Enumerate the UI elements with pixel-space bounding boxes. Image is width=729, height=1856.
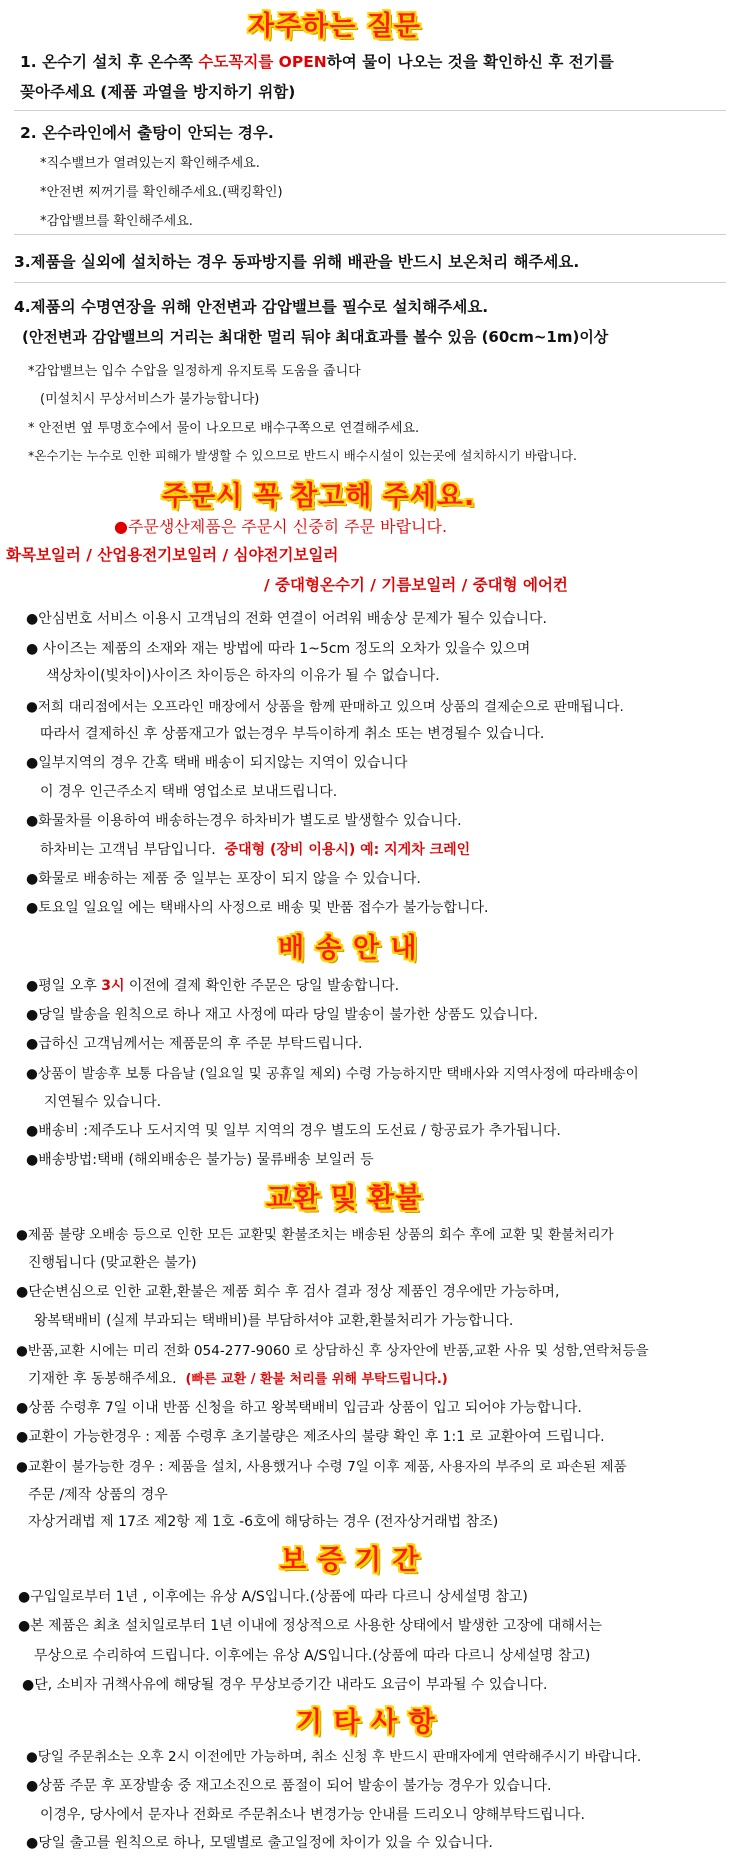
- warranty-title: 보 증 기 간: [280, 1545, 420, 1576]
- shipping-line1-highlight: 3시: [101, 978, 125, 994]
- order-item: ●일부지역의 경우 간혹 택배 배송이 되지않는 지역이 있습니다: [26, 755, 408, 771]
- order-brands-line2: / 중대형온수기 / 기름보일러 / 중대형 에어컨: [264, 576, 568, 594]
- order-unload-line: [40, 839, 470, 859]
- etc-item: ●당일 출고를 원칙으로 하나, 모델별로 출고일정에 차이가 있을 수 있습니다.: [26, 1835, 493, 1851]
- faq-q1-highlight: 수도꼭지를 OPEN: [198, 53, 327, 71]
- exchange-item: ●제품 불량 오배송 등으로 인한 모든 교환및 환불조치는 배송된 상품의 회수 후에 교환 및 환불처리가: [16, 1227, 614, 1243]
- exchange-item: 주문 /제작 상품의 경우: [28, 1487, 168, 1503]
- shipping-item: ●배송방법:택배 (해외배송은 불가능) 물류배송 보일러 등: [26, 1152, 374, 1168]
- warranty-item: ●본 제품은 최초 설치일로부터 1년 이내에 정상적으로 사용한 상태에서 발생한 고장에 대해서는: [18, 1618, 602, 1634]
- exchange-item: ●교환이 가능한경우 : 제품 수령후 초기불량은 제조사의 불량 확인 후 1:1 로 교환아여 드립니다.: [16, 1429, 605, 1445]
- exchange-item: ●교환이 불가능한 경우 : 제품을 설치, 사용했거나 수령 7일 이후 제품, 사용자의 부주의 로 파손된 제품: [16, 1459, 627, 1475]
- order-brands-line1: 화목보일러 / 산업용전기보일러 / 심야전기보일러: [6, 546, 339, 564]
- order-unload-prefix: 하차비는 고객님 부담입니다.: [40, 842, 216, 858]
- divider: [14, 282, 726, 283]
- order-item: ● 사이즈는 제품의 소재와 재는 방법에 따라 1~5cm 정도의 오차가 있을수 있으며: [26, 641, 531, 657]
- exchange-title: 교환 및 환불: [266, 1183, 423, 1214]
- faq-q3: 3.제품을 실외에 설치하는 경우 동파방지를 위해 배관을 반드시 보온처리 해주세요.: [14, 253, 580, 271]
- exchange-item: ●반품,교환 시에는 미리 전화 054-277-9060 로 상담하신 후 상자안에 반품,교환 사유 및 성함,연락처등을: [16, 1343, 649, 1359]
- faq-q4-note: *온수기는 누수로 인한 피해가 발생할 수 있으므로 반드시 배수시설이 있는곳에 설치하시기 바랍니다.: [28, 448, 578, 463]
- faq-q2-item: *감압밸브를 확인해주세요.: [40, 214, 193, 229]
- faq-q2-item: *안전변 찌꺼기를 확인해주세요.(팩킹확인): [40, 185, 283, 200]
- order-item: 따라서 결제하신 후 상품재고가 없는경우 부득이하게 취소 또는 변경될수 있습니다.: [40, 726, 545, 742]
- faq-q2-title: 2. 온수라인에서 출탕이 안되는 경우.: [20, 124, 274, 142]
- order-item: ●저희 대리점에서는 오프라인 매장에서 상품을 함께 판매하고 있으며 상품의 결제순으로 판매됩니다.: [26, 699, 624, 715]
- order-item: ●안심번호 서비스 이용시 고객님의 전화 연결이 어려워 배송상 문제가 될수 있습니다.: [26, 611, 547, 627]
- warranty-item: ●구입일로부터 1년 , 이후에는 유상 A/S입니다.(상품에 따라 다르니 상세설명 참고): [18, 1589, 528, 1605]
- shipping-item: ●상품이 발송후 보통 다음날 (일요일 및 공휴일 제외) 수령 가능하지만 택배사와 지역사정에 따라배송이: [26, 1066, 639, 1082]
- shipping-line1-prefix: ●평일 오후: [26, 978, 102, 994]
- order-item: ●화물차를 이용하여 배송하는경우 하차비가 별도로 발생할수 있습니다.: [26, 813, 462, 829]
- exchange-pack-highlight: (빠른 교환 / 환불 처리를 위해 부탁드립니다.): [185, 1372, 448, 1387]
- divider: [14, 234, 726, 235]
- exchange-pack-line: [28, 1368, 448, 1388]
- order-unload-highlight: 중대형 (장비 이용시) 예: 지게차 크레인: [224, 842, 471, 858]
- exchange-item: ●단순변심으로 인한 교환,환불은 제품 회수 후 검사 결과 정상 제품인 경우에만 가능하며,: [16, 1284, 560, 1300]
- faq-q1-line1: [20, 50, 614, 72]
- order-item: ●화물로 배송하는 제품 중 일부는 포장이 되지 않을 수 있습니다.: [26, 871, 421, 887]
- faq-q1-line2: 꽂아주세요 (제품 과열을 방지하기 위함): [20, 83, 296, 101]
- faq-q4-note: * 안전변 옆 투명호수에서 물이 나오므로 배수구쪽으로 연결해주세요.: [28, 421, 420, 436]
- order-item: 이 경우 인근주소지 택배 영업소로 보내드립니다.: [40, 784, 338, 800]
- warranty-item: 무상으로 수리하여 드립니다. 이후에는 유상 A/S입니다.(상품에 따라 다르니 상세설명 참고): [34, 1648, 591, 1664]
- etc-item: 이경우, 당사에서 문자나 전화로 주문취소나 변경가능 안내를 드리오니 양해부탁드립니다.: [40, 1807, 585, 1823]
- faq-q4-note: (미설치시 무상서비스가 불가능합니다): [40, 392, 260, 407]
- faq-q1-prefix: 1. 온수기 설치 후 온수쪽: [20, 53, 199, 71]
- shipping-item: ●당일 발송을 원칙으로 하나 재고 사정에 따라 당일 발송이 불가한 상품도 있습니다.: [26, 1007, 538, 1023]
- shipping-item: 지연될수 있습니다.: [44, 1094, 162, 1110]
- divider: [14, 110, 726, 111]
- exchange-item: ●상품 수령후 7일 이내 반품 신청을 하고 왕복택배비 입금과 상품이 입고 되어야 가능합니다.: [16, 1400, 582, 1416]
- order-title: 주문시 꼭 참고해 주세요.: [162, 481, 476, 512]
- order-item: 색상차이(빛차이)사이즈 차이등은 하자의 이유가 될 수 없습니다.: [46, 668, 440, 684]
- etc-item: ●당일 주문취소는 오후 2시 이전에만 가능하며, 취소 신청 후 반드시 판매자에게 연락해주시기 바랍니다.: [26, 1749, 642, 1765]
- exchange-item: 진행됩니다 (맞교환은 불가): [28, 1255, 197, 1271]
- exchange-item: 왕복택배비 (실제 부과되는 택배비)를 부담하셔야 교환,환불처리가 가능합니다.: [34, 1313, 514, 1329]
- faq-title: 자주하는 질문: [248, 11, 421, 42]
- shipping-item: ●급하신 고객님께서는 제품문의 후 주문 부탁드립니다.: [26, 1036, 363, 1052]
- order-notice: ●주문생산제품은 주문시 신중히 주문 바랍니다.: [114, 517, 448, 536]
- exchange-item: 자상거래법 제 17조 제2항 제 1호 -6호에 해당하는 경우 (전자상거래법 참조): [28, 1514, 499, 1530]
- faq-q1-suffix: 하여 물이 나오는 것을 확인하신 후 전기를: [326, 53, 614, 71]
- shipping-line1: [26, 975, 399, 995]
- shipping-item: ●배송비 :제주도나 도서지역 및 일부 지역의 경우 별도의 도선료 / 항공료가 추가됩니다.: [26, 1123, 561, 1139]
- faq-q4-line2: (안전변과 감압밸브의 거리는 최대한 멀리 둬야 최대효과를 볼수 있음 (60cm~1m)이상: [22, 328, 609, 346]
- faq-q4-note: *감압밸브는 입수 수압을 일정하게 유지토록 도움을 줍니다: [28, 364, 361, 379]
- faq-q4-title: 4.제품의 수명연장을 위해 안전변과 감압밸브를 필수로 설치해주세요.: [14, 298, 489, 316]
- shipping-line1-suffix: 이전에 결제 확인한 주문은 당일 발송합니다.: [124, 978, 400, 994]
- faq-q2-item: *직수밸브가 열려있는지 확인해주세요.: [40, 156, 260, 171]
- etc-item: ●상품 주문 후 포장발송 중 재고소진으로 품절이 되어 발송이 불가능 경우가 있습니다.: [26, 1778, 552, 1794]
- shipping-title: 배 송 안 내: [278, 933, 418, 964]
- order-item: ●토요일 일요일 에는 택배사의 사정으로 배송 및 반품 접수가 불가능합니다.: [26, 900, 489, 916]
- exchange-pack-prefix: 기재한 후 동봉해주세요.: [28, 1371, 177, 1387]
- etc-title: 기 타 사 항: [296, 1707, 436, 1738]
- warranty-item: ●단, 소비자 귀책사유에 해당될 경우 무상보증기간 내라도 요금이 부과될 수 있습니다.: [22, 1677, 548, 1693]
